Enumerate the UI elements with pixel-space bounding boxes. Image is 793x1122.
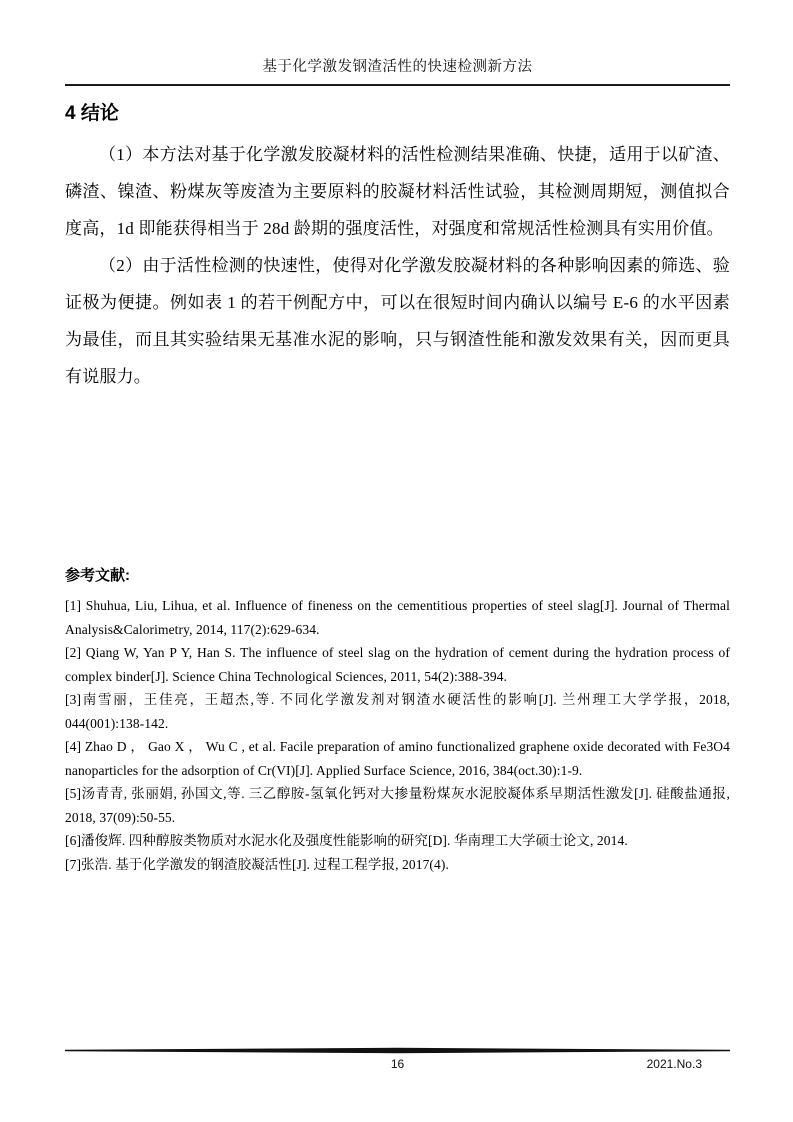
page-header <box>65 0 730 86</box>
page-footer <box>65 1047 730 1073</box>
reference-item-2: [2] Qiang W, Yan P Y, Han S. The influence of steel slag on the hydration of cement during the hydration process of complex binder[J]. Science China Technological Sciences, 2011, 54(2):388-394. <box>65 645 730 684</box>
issue-number: 2021.No.3 <box>646 1057 702 1071</box>
reference-item-5: [5]汤青青, 张丽娟, 孙国文,等. 三乙醇胺-氢氧化钙对大掺量粉煤灰水泥胶凝体系早期活性激发[J]. 硅酸盐通报, 2018, 37(09):50-55. <box>65 786 730 825</box>
reference-item-6: [6]潘俊辉. 四种醇胺类物质对水泥水化及强度性能影响的研究[D]. 华南理工大学硕士论文, 2014. <box>65 833 628 848</box>
references-heading: 参考文献: <box>65 567 130 584</box>
reference-item-1: [1] Shuhua, Liu, Lihua, et al. Influence of fineness on the cementitious properties of steel slag[J]. Journal of Thermal Analysis&Calorimetry, 2014, 117(2):629-634. <box>65 598 730 637</box>
references-list <box>65 594 730 876</box>
section-heading-conclusion: 4 结论 <box>65 103 119 124</box>
page-number: 16 <box>390 1057 405 1071</box>
conclusion-paragraph-1: （1）本方法对基于化学激发胶凝材料的活性检测结果准确、快捷，适用于以矿渣、磷渣、镍渣、粉煤灰等废渣为主要原料的胶凝材料活性试验，其检测周期短，测值拟合度高，1d 即能获得相当于 28d 龄期的强度活性，对强度和常规活性检测具有实用价值。 <box>65 145 730 238</box>
running-title: 基于化学激发钢渣活性的快速检测新方法 <box>262 59 533 75</box>
reference-item-4: [4] Zhao D ， Gao X ， Wu C , et al. Facile preparation of amino functionalized graphene oxide decorated with Fe3O4 nanoparticles for the adsorption of Cr(VI)[J]. Applied Surface Science, 2016, 384(oct.30):1-9. <box>65 739 730 778</box>
footer-rule <box>65 1047 730 1054</box>
footer-row <box>65 1055 730 1073</box>
page-content <box>65 0 730 876</box>
reference-item-7: [7]张浩. 基于化学激发的钢渣胶凝活性[J]. 过程工程学报, 2017(4). <box>65 856 449 872</box>
reference-item-3: [3]南雪丽，王佳亮，王超杰,等. 不同化学激发剂对钢渣水硬活性的影响[J]. 兰州理工大学学报，2018, 044(001):138-142. <box>65 692 730 731</box>
conclusion-paragraph-2: （2）由于活性检测的快速性，使得对化学激发胶凝材料的各种影响因素的筛选、验证极为便捷。例如表 1 的若干例配方中，可以在很短时间内确认以编号 E-6 的水平因素为最佳，而且其实验结果无基准水泥的影响，只与钢渣性能和激发效果有关，因而更具有说服力。 <box>65 256 730 386</box>
